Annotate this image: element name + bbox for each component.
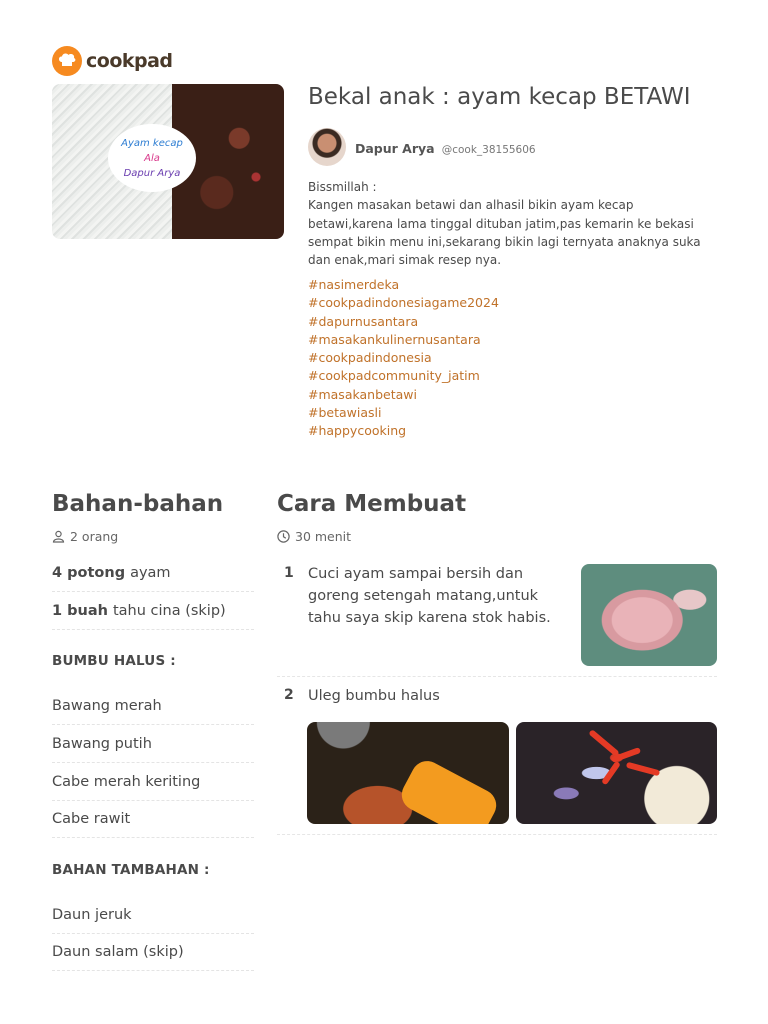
ingredient-item (52, 725, 254, 763)
step-2-photo[interactable] (307, 722, 509, 824)
step-number: 2 (284, 687, 294, 703)
ingredient-item (52, 800, 254, 838)
author-handle: @cook_38155606 (441, 143, 536, 156)
hashtag-link[interactable]: #cookpadcommunity_jatim (308, 368, 480, 384)
chili-shape (626, 762, 660, 777)
ingredient-name: tahu cina (skip) (112, 602, 226, 619)
ingredient-name: Daun jeruk (52, 906, 132, 923)
ingredient-name: Bawang putih (52, 735, 152, 752)
hashtag-link[interactable]: #dapurnusantara (308, 313, 419, 329)
step-text: Cuci ayam sampai bersih dan goreng setengah matang,untuk tahu saya skip karena stok habis. (308, 566, 551, 626)
ingredient-item (52, 896, 254, 934)
author-info[interactable] (308, 128, 536, 166)
ingredient-name: Daun salam (skip) (52, 943, 184, 960)
description-line: Kangen masakan betawi dan alhasil bikin ayam kecap betawi,karena lama tinggal dituban jatim,pas kemarin ke bekasi sempat bikin menu ini,sekarang bikin lagi ternyata anaknya suka dan enak,mari simak resep nya. (308, 198, 701, 268)
chili-shape (588, 729, 619, 757)
hashtag-list (308, 276, 499, 441)
hashtag-link[interactable]: #betawiasli (308, 405, 382, 421)
ingredient-name: Cabe rawit (52, 810, 131, 827)
hashtag-link[interactable]: #masakankulinernusantara (308, 331, 481, 347)
servings-meta (52, 529, 118, 544)
hashtag-link[interactable]: #cookpadindonesia (308, 350, 432, 366)
ingredient-item (52, 687, 254, 725)
ingredient-qty: 4 potong (52, 564, 126, 581)
ingredient-item (52, 933, 254, 971)
duration-value: 30 menit (295, 529, 352, 544)
step-divider (277, 834, 717, 835)
hashtag-link[interactable]: #nasimerdeka (308, 277, 400, 292)
person-icon (52, 530, 65, 543)
hero-caption-line: Ala (144, 152, 160, 164)
ingredient-item (52, 554, 254, 592)
ingredient-name: ayam (130, 564, 171, 581)
step-1-photo[interactable] (581, 564, 717, 666)
servings-value: 2 orang (70, 529, 119, 544)
cookpad-logo[interactable] (52, 46, 173, 76)
step-number: 1 (284, 565, 294, 581)
hashtag-link[interactable]: #happycooking (308, 423, 407, 439)
chili-shape (601, 761, 621, 786)
ingredients-heading: Bahan-bahan (52, 491, 224, 517)
recipe-description (308, 178, 718, 269)
author-avatar[interactable] (308, 128, 346, 166)
ingredient-item (52, 592, 254, 630)
description-line: Bissmillah : (308, 180, 377, 194)
hashtag-link[interactable]: #cookpadindonesiagame2024 (308, 295, 499, 311)
hero-caption-line: Dapur Arya (123, 167, 181, 179)
brand-name: cookpad (86, 50, 173, 72)
hero-caption-bubble (108, 124, 196, 192)
ingredient-group-title: BAHAN TAMBAHAN : (52, 862, 210, 878)
hero-caption-line: Ayam kecap (121, 137, 183, 149)
step-text: Uleg bumbu halus (308, 688, 440, 704)
steps-heading: Cara Membuat (277, 491, 467, 517)
ingredient-name: Bawang merah (52, 697, 162, 714)
ingredient-item (52, 763, 254, 801)
step-2-photo[interactable] (516, 722, 717, 824)
recipe-title: Bekal anak : ayam kecap BETAWI (308, 84, 691, 110)
author-name[interactable]: Dapur Arya (355, 140, 435, 156)
recipe-hero-image (52, 84, 284, 239)
duration-meta (277, 529, 351, 544)
hashtag-link[interactable]: #masakanbetawi (308, 386, 417, 402)
chef-hat-icon (52, 46, 82, 76)
ingredient-name: Cabe merah keriting (52, 773, 201, 790)
ingredient-qty: 1 buah (52, 602, 108, 619)
step-divider (277, 676, 717, 677)
spatula-shape (396, 755, 502, 824)
ingredient-group-title: BUMBU HALUS : (52, 653, 176, 669)
clock-icon (277, 530, 290, 543)
